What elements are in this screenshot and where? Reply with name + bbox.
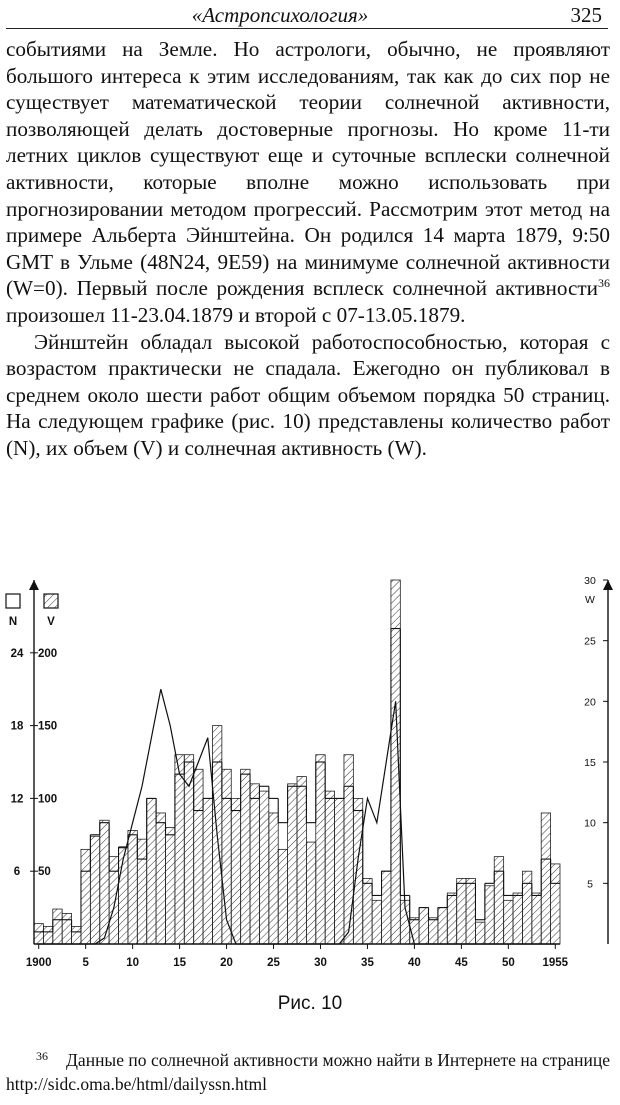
v-bar-1948 bbox=[485, 886, 494, 944]
v-bar-1937 bbox=[382, 871, 391, 944]
w-tick-label-25: 25 bbox=[584, 635, 596, 648]
chart-legend bbox=[6, 594, 58, 628]
v-bar-1932 bbox=[335, 798, 344, 944]
w-tick-label-20: 20 bbox=[584, 696, 596, 709]
v-bar-1909 bbox=[119, 848, 128, 944]
footnote-ref[interactable]: 36 bbox=[598, 276, 610, 291]
v-bar-1911 bbox=[137, 839, 146, 944]
v-bar-1936 bbox=[372, 900, 381, 944]
v-bar-1912 bbox=[147, 798, 156, 944]
v-bar-1946 bbox=[466, 878, 475, 944]
v-tick-label-50: 50 bbox=[38, 866, 51, 879]
v-bar-1935 bbox=[363, 878, 372, 944]
right-axis-arrow bbox=[603, 580, 613, 590]
legend-v-box bbox=[44, 594, 58, 608]
chart-svg bbox=[0, 570, 620, 980]
v-tick-label-100: 100 bbox=[38, 793, 58, 806]
v-bar-1901 bbox=[43, 927, 52, 944]
x-tick-label-1950: 50 bbox=[501, 957, 515, 969]
x-tick-label-1925: 25 bbox=[267, 957, 280, 969]
legend-n-label: N bbox=[8, 616, 18, 628]
x-tick-label-1935: 35 bbox=[361, 957, 374, 969]
v-bar-1943 bbox=[438, 908, 447, 944]
x-tick-label-1930: 30 bbox=[314, 957, 327, 969]
v-bar-1947 bbox=[475, 922, 484, 944]
x-tick-label-1940: 40 bbox=[408, 957, 421, 969]
v-bar-1941 bbox=[419, 908, 428, 944]
v-bar-1953 bbox=[532, 893, 541, 944]
v-bar-1908 bbox=[109, 857, 118, 944]
v-bar-1906 bbox=[90, 836, 99, 944]
v-bar-1942 bbox=[429, 918, 438, 944]
v-bar-1918 bbox=[203, 798, 212, 944]
v-bar-1914 bbox=[166, 828, 175, 944]
n-tick-label-6: 6 bbox=[13, 866, 21, 879]
w-axis-label: W bbox=[585, 594, 595, 606]
v-tick-label-150: 150 bbox=[38, 720, 58, 733]
v-bar-1945 bbox=[457, 878, 466, 944]
v-bar-1900 bbox=[34, 924, 43, 944]
running-title: «Астропсихология» bbox=[191, 3, 369, 27]
v-bar-1952 bbox=[522, 871, 531, 944]
v-bar-1929 bbox=[306, 842, 315, 944]
v-bar-1928 bbox=[297, 777, 306, 944]
page-number: 325 bbox=[570, 3, 602, 27]
header-rule bbox=[6, 28, 608, 29]
figure-caption: Рис. 10 bbox=[277, 993, 343, 1014]
v-bar-1933 bbox=[344, 755, 353, 944]
body-text bbox=[6, 36, 610, 462]
paragraph-1-text: событиями на Земле. Но астрологи, обычно, не проявляют большого интереса к этим исследованиям, так как до сих пор не существует математической теории солнечной активности, позволяющей делать достоверные прогнозы. Но кроме 11-ти летних циклов существуют еще и суточные всплески солнечной активности, которые вполне можно использовать при прогнозировании методом прогрессий. Рассмотрим этот метод на примере Альберта Эйнштейна. Он родился 14 марта 1879, 9:50 GMT в Ульме (48N24, 9E59) на минимуме солнечной активности (W=0). Первый после рождения всплеск солнечной активности bbox=[6, 37, 610, 301]
v-bar-1923 bbox=[250, 784, 259, 944]
n-tick-label-18: 18 bbox=[10, 720, 24, 733]
v-bar-1954 bbox=[541, 813, 550, 944]
v-bar-1926 bbox=[278, 849, 287, 944]
x-tick-label-1955: 1955 bbox=[542, 957, 569, 969]
v-bar-1950 bbox=[504, 900, 513, 944]
v-bar-1916 bbox=[184, 755, 193, 944]
series-v-bars bbox=[34, 580, 560, 944]
v-bar-1922 bbox=[241, 769, 250, 944]
x-tick-label-1905: 5 bbox=[82, 957, 89, 969]
v-bar-1921 bbox=[231, 798, 240, 944]
w-tick-label-30: 30 bbox=[584, 575, 596, 587]
paragraph-1-end: произошел 11-23.04.1879 и второй с 07-13.05.1879. bbox=[6, 302, 466, 327]
w-tick-label-15: 15 bbox=[584, 757, 596, 769]
v-bar-1925 bbox=[269, 813, 278, 944]
w-tick-label-10: 10 bbox=[584, 817, 596, 830]
footnote: 36 Данные по солнечной активности можно найти в Интернете на странице http://sidc.oma.be/html/dailyssn.html bbox=[6, 1049, 610, 1094]
legend-v-label: V bbox=[47, 616, 55, 628]
v-bar-1930 bbox=[316, 755, 325, 944]
v-bar-1915 bbox=[175, 755, 184, 944]
x-tick-label-1945: 45 bbox=[454, 957, 468, 969]
v-bar-1944 bbox=[447, 893, 456, 944]
figure-10 bbox=[0, 570, 620, 980]
w-tick-label-5: 5 bbox=[587, 878, 593, 891]
x-tick-label-1920: 20 bbox=[220, 957, 233, 969]
v-bar-1924 bbox=[259, 791, 268, 944]
v-bar-1917 bbox=[194, 769, 203, 944]
left-axis-arrow bbox=[29, 580, 39, 590]
x-tick-label-1910: 10 bbox=[126, 957, 140, 969]
v-bar-1910 bbox=[128, 830, 137, 944]
v-bar-1902 bbox=[53, 909, 62, 944]
v-bar-1931 bbox=[325, 791, 334, 944]
x-tick-label-1915: 15 bbox=[173, 957, 186, 969]
v-bar-1927 bbox=[288, 784, 297, 944]
v-bar-1904 bbox=[72, 927, 81, 944]
v-bar-1934 bbox=[353, 798, 362, 944]
footnote-text: Данные по солнечной активности можно найти в Интернете на странице http://sidc.oma.be/html/dailyssn.html bbox=[6, 1050, 610, 1094]
v-bar-1913 bbox=[156, 813, 165, 944]
v-bar-1951 bbox=[513, 893, 522, 944]
v-bar-1903 bbox=[62, 913, 71, 944]
paragraph-2: Эйнштейн обладал высокой работоспособностью, которая с возрастом практически не спадала. Ежегодно он публиковал в среднем около шести работ общим объемом порядка 50 страниц. На следующем графике (рис. 10) представлены количество работ (N), их объем (V) и солнечная активность (W). bbox=[6, 329, 610, 460]
paragraph-1 bbox=[6, 36, 610, 329]
legend-n-box bbox=[6, 594, 20, 608]
n-tick-label-24: 24 bbox=[10, 647, 24, 660]
v-bar-1949 bbox=[494, 857, 503, 944]
page-header bbox=[0, 0, 620, 30]
v-tick-label-200: 200 bbox=[38, 647, 58, 660]
v-bar-1955 bbox=[551, 864, 560, 944]
x-tick-label-1900: 1900 bbox=[25, 957, 52, 969]
v-bar-1905 bbox=[81, 849, 90, 944]
n-tick-label-12: 12 bbox=[10, 793, 24, 806]
